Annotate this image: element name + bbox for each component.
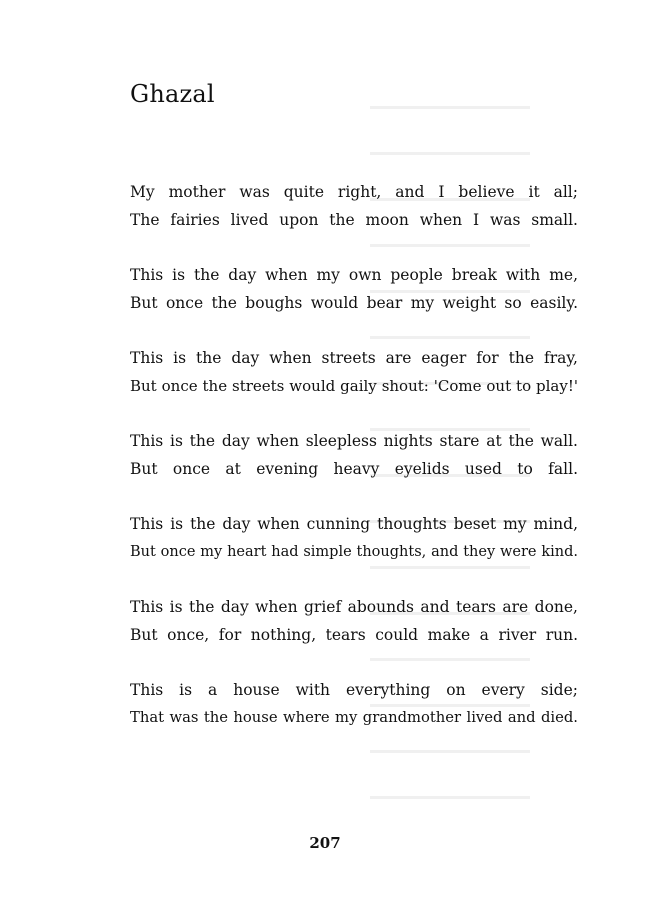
stanza-7 xyxy=(130,676,578,732)
page-number: 207 xyxy=(309,834,341,852)
poem-line: That was the house where my grandmother lived and died. xyxy=(130,709,578,726)
stanza-1 xyxy=(130,178,578,234)
poem-line: This is the day when streets are eager for the fray, xyxy=(130,349,578,367)
stanza-2 xyxy=(130,261,578,317)
stanza-6 xyxy=(130,593,578,649)
stanza-5 xyxy=(130,510,578,566)
poem-line: The fairies lived upon the moon when I was small. xyxy=(130,211,578,229)
poem-line: This is a house with everything on every side; xyxy=(130,681,578,699)
poem-line: But once the boughs would bear my weight so easily. xyxy=(130,294,578,312)
poem-line: But once my heart had simple thoughts, and they were kind. xyxy=(130,544,578,560)
poem-line: This is the day when my own people break with me, xyxy=(130,266,578,284)
poem-line: My mother was quite right, and I believe it all; xyxy=(130,183,578,201)
poem-line: But once, for nothing, tears could make a river run. xyxy=(130,626,578,644)
poem-line: But once at evening heavy eyelids used to fall. xyxy=(130,460,578,478)
poem-line: This is the day when sleepless nights stare at the wall. xyxy=(130,432,578,450)
poem-body xyxy=(130,178,578,759)
poem-line: This is the day when grief abounds and tears are done, xyxy=(130,598,578,616)
stanza-4 xyxy=(130,427,578,483)
poem-line: But once the streets would gaily shout: 'Come out to play!' xyxy=(130,377,578,395)
stanza-3 xyxy=(130,344,578,400)
poem-title: Ghazal xyxy=(130,80,215,108)
poem-line: This is the day when cunning thoughts beset my mind, xyxy=(130,515,578,533)
